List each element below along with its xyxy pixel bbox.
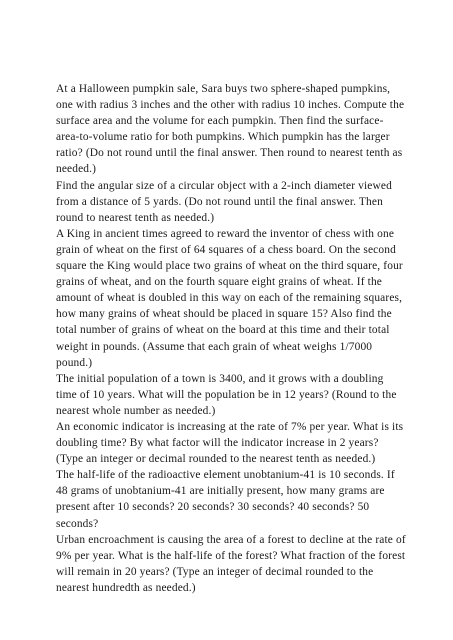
paragraph-half-life-problem: The half-life of the radioactive element unobtanium-41 is 10 seconds. If 48 grams of unobtanium-41 are initially present, how many grams are present after 10 seconds? 20 seconds? 30 seconds? 40 seconds? 50 seconds? xyxy=(56,469,395,530)
paragraph-forest-problem: Urban encroachment is causing the area of a forest to decline at the rate of 9% per year. What is the half-life of the forest? What fraction of the forest will remain in 20 years? (Type an integer of decimal rounded to the nearest hundredth as needed.) xyxy=(56,533,406,594)
document-body xyxy=(56,81,406,596)
paragraph-population-problem: The initial population of a town is 3400, and it grows with a doubling time of 10 years. What will the population be in 12 years? (Round to the nearest whole number as needed.) xyxy=(56,372,397,417)
paragraph-chess-wheat-problem: A King in ancient times agreed to reward the inventor of chess with one grain of wheat on the first of 64 squares of a chess board. On the second square the King would place two grains of wheat on the third square, four grains of wheat, and on the fourth square eight grains of wheat. If the amount of wheat is doubled in this way on each of the remaining squares, how many grains of wheat should be placed in square 15? Also find the total number of grains of wheat on the board at this time and their total weight in pounds. (Assume that each grain of wheat weighs 1/7000 pound.) xyxy=(56,227,403,369)
paragraph-angular-size-problem: Find the angular size of a circular object with a 2-inch diameter viewed from a distance of 5 yards. (Do not round until the final answer. Then round to nearest tenth as needed.) xyxy=(56,179,392,224)
paragraph-economic-indicator-problem: An economic indicator is increasing at the rate of 7% per year. What is its doubling time? By what factor will the indicator increase in 2 years? (Type an integer or decimal rounded to the nearest tenth as needed.) xyxy=(56,420,404,466)
paragraph-pumpkin-problem: At a Halloween pumpkin sale, Sara buys two sphere-shaped pumpkins, one with radius 3 inches and the other with radius 10 inches. Compute the surface area and the volume for each pumpkin. Then find the surface-area-to-volume ratio for both pumpkins. Which pumpkin has the larger ratio? (Do not round until the final answer. Then round to nearest tenth as needed.) xyxy=(56,83,405,176)
